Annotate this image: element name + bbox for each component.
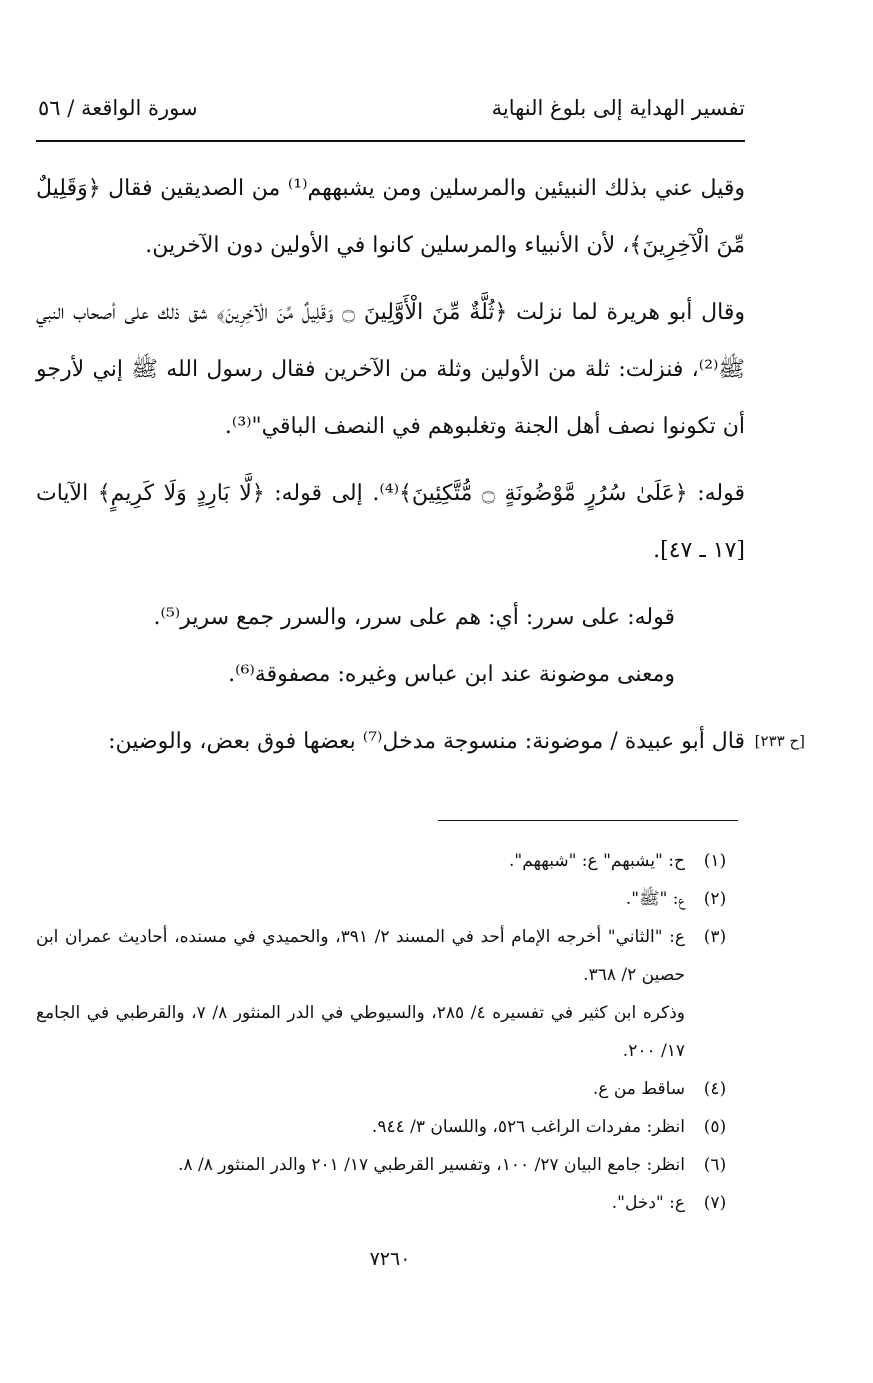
footnote-text: ح: "يشبهم" ع: "شبههم". [508,851,685,871]
paragraph-2: وقال أبو هريرة لما نزلت ﴿ثُلَّةٌ مِّنَ الْأَوَّلِينَ ۝ وَقَلِيلٌ مِّنَ الْآخِرِينَ﴾ شق ذلك على أصحاب النبي ﷺ⁽²⁾، فنزلت: ثلة من الأولين وثلة من الآخرين فقال رسول الله ﷺ إني لأرجو أن تكونوا نصف أهل الجنة وتغلبوهم في النصف الباقي"⁽³⁾. [36,300,745,439]
footnote-number: (٤) [703,1079,727,1099]
paragraph-1: وقيل عني بذلك النبيئين والمرسلين ومن يشبههم⁽¹⁾ من الصديقين فقال ﴿وَقَلِيلٌ مِّنَ الْآخِرِينَ﴾، لأن الأنبياء والمرسلين كانوا في الأولين دون الآخرين. [36,176,745,258]
book-title-header: تفسير الهداية إلى بلوغ النهاية [491,96,745,120]
footnote-text: ع: "الثاني" أخرجه الإمام أحد في المسند ٢/ ٣٩١، والحميدي في مسنده، أحاديث عمران ابن حصين ٢/ ٣٦٨. [36,927,685,985]
paragraph-4: قوله: على سرر: أي: هم على سرر، والسرر جمع سرير⁽⁵⁾. [153,605,675,630]
footnote-3-continuation: وذكره ابن كثير في تفسيره ٤/ ٢٨٥، والسيوطي في الدر المنثور ٨/ ٧، والقرطبي في الجامع ١٧/ ٢٠٠. [36,1003,685,1061]
footnote-5 [36,1108,745,1146]
paragraph-3: قوله: ﴿عَلَىٰ سُرُرٍ مَّوْضُونَةٍ ۝ مُّتَّكِئِينَ﴾⁽⁴⁾. إلى قوله: ﴿لَّا بَارِدٍ وَلَا كَرِيمٍ﴾ الآيات [١٧ ـ ٤٧]. [36,481,745,563]
paragraph-6-wrapper [36,713,805,770]
paragraph-5: ومعنى موضونة عند ابن عباس وغيره: مصفوقة⁽⁶⁾. [228,662,675,687]
footnote-rule [438,820,738,821]
footnote-3 [36,918,745,994]
footnote-text: ع: "دخل". [611,1193,685,1213]
footnote-number: (٦) [703,1155,727,1175]
footnote-1 [36,842,745,880]
paragraph-6: قال أبو عبيدة / موضونة: منسوجة مدخل⁽⁷⁾ بعضها فوق بعض، والوضين: [108,729,745,754]
main-text [36,160,805,780]
page-number: ٧٢٦٠ [369,1248,411,1270]
margin-note: [ح ٢٣٣] [754,732,805,750]
footnote-2 [36,880,745,918]
surah-label-header: سورة الواقعة / ٥٦ [38,96,198,120]
footnote-text: ع: "ﷺ". [625,889,685,909]
footnote-number: (٣) [703,927,727,947]
footnotes [36,842,745,1222]
footnote-6 [36,1146,745,1184]
footnote-number: (٢) [703,889,727,909]
footnote-text: انظر: جامع البيان ٢٧/ ١٠٠، وتفسير القرطبي ١٧/ ٢٠١ والدر المنثور ٨/ ٨. [178,1155,685,1175]
header-rule [36,140,745,142]
footnote-number: (٥) [703,1117,727,1137]
footnote-4 [36,1070,745,1108]
footnote-number: (٧) [703,1193,727,1213]
footnote-text: انظر: مفردات الراغب ٥٢٦، واللسان ٣/ ٩٤٤. [371,1117,685,1137]
footnote-number: (١) [703,851,727,871]
footnote-text: ساقط من ع. [592,1079,685,1099]
footnote-7 [36,1184,745,1222]
